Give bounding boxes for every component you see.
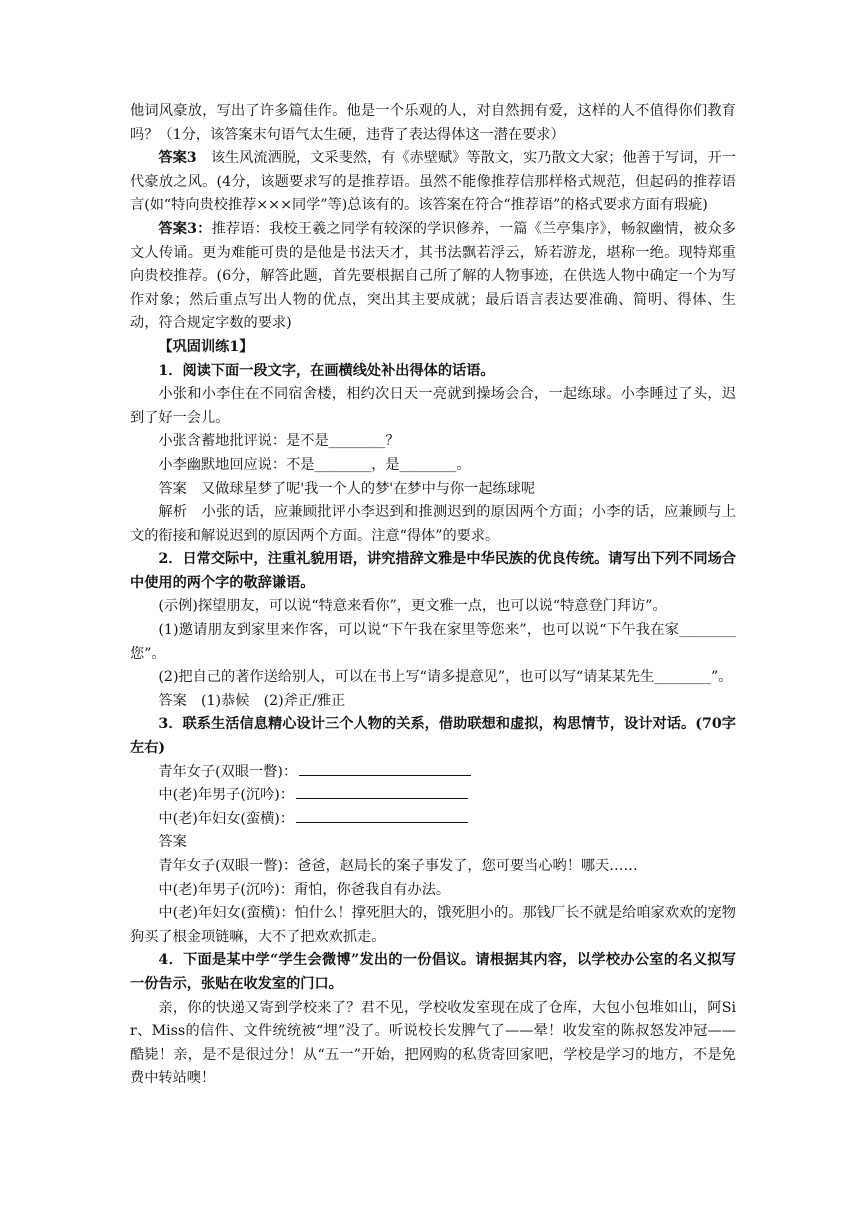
q3-blank3 <box>296 808 468 823</box>
q4-title: 4．下面是某中学“学生会微博”发出的一份倡议。请根据其内容，以学校办公室的名义拟写一份告示，张贴在收发室的门口。 <box>130 952 736 992</box>
q3-prompt1 <box>130 761 736 785</box>
answer3-second-text: 推荐语：我校王羲之同学有较深的学识修养，一篇《兰亭集序》，畅叙幽情，被众多文人传诵。更为难能可贵的是他是书法天才，其书法飘若浮云，矫若游龙，堪称一绝。现特郑重向贵校推荐。(6分，解答此题，首先要根据自己所了解的人物事迹，在供选人物中确定一个为写作对象；然后重点写出人物的优点，突出其主要成就；最后语言表达要准确、简明、得体、生动，符合规定字数的要求) <box>130 220 736 332</box>
q1-analysis: 解析 小张的话，应兼顾批评小李迟到和推测迟到的原因两个方面；小李的话，应兼顾与上文的衔接和解说迟到的原因两个方面。注意“得体”的要求。 <box>130 504 736 544</box>
q4-passage: 亲，你的快递又寄到学校来了？君不见，学校收发室现在成了仓库，大包小包堆如山，阿Sir、Miss的信件、文件统统被“埋”没了。听说校长发脾气了——晕！收发室的陈叔怒发冲冠——酷毙！亲，是不是很过分！从“五一”开始，把网购的私货寄回家吧，学校是学习的地方，不是免费中转站噢！ <box>130 999 736 1087</box>
q3-title: 3．联系生活信息精心设计三个人物的关系，借助联想和虚拟，构思情节，设计对话。(70字左右) <box>130 716 736 757</box>
q3-blank2 <box>296 784 468 799</box>
q1-line-li: 小李幽默地回应说：不是________，是________。 <box>158 456 471 473</box>
q3-answer-label: 答案 <box>158 834 187 851</box>
q3-prompt2-label: 中(老)年男子(沉吟)： <box>158 787 295 804</box>
q1-passage: 小张和小李住在不同宿舍楼，相约次日天一亮就到操场会合，一起练球。小李睡过了头，迟到了好一会儿。 <box>130 386 736 426</box>
section-title: 【巩固训练1】 <box>158 338 254 355</box>
q3-prompt1-label: 青年女子(双眼一瞥)： <box>158 763 298 780</box>
answer3-first-label: 答案3 <box>158 150 197 167</box>
q3-prompt3 <box>130 808 736 832</box>
answer3-second-label: 答案3： <box>158 220 212 237</box>
q3-ans2: 中(老)年男子(沉吟)：甭怕，你爸我自有办法。 <box>158 881 451 898</box>
q1-title: 1．阅读下面一段文字，在画横线处补出得体的话语。 <box>158 362 495 379</box>
q2-item1: (1)邀请朋友到家里来作客，可以说“下午我在家里等您来”，也可以说“下午我在家________您”。 <box>130 622 736 662</box>
intro-paragraph: 他词风豪放，写出了许多篇佳作。他是一个乐观的人，对自然拥有爱，这样的人不值得你们教育吗？（1分，该答案末句语气太生硬，违背了表达得体这一潜在要求） <box>130 103 736 143</box>
q1-answer: 答案 又做球星梦了呢'我一个人的梦'在梦中与你一起练球呢 <box>158 480 536 497</box>
q3-ans3: 中(老)年妇女(蛮横)：怕什么！撑死胆大的，饿死胆小的。那钱厂长不就是给咱家欢欢的宠物狗买了根金项链嘛，大不了把欢欢抓走。 <box>130 905 736 945</box>
q3-ans1: 青年女子(双眼一瞥)：爸爸，赵局长的案子事发了，您可要当心哟！哪天…… <box>158 858 638 874</box>
q3-blank1 <box>299 761 471 776</box>
answer3-second <box>130 218 736 336</box>
q3-prompt2 <box>130 784 736 808</box>
q2-answer: 答案 (1)恭候 (2)斧正/雅正 <box>158 692 346 709</box>
q2-example: (示例)探望朋友，可以说“特意来看你”，更文雅一点，也可以说“特意登门拜访”。 <box>158 598 667 615</box>
q2-item2: (2)把自己的著作送给别人，可以在书上写“请多提意见”，也可以写“请某某先生________”。 <box>158 669 733 686</box>
q3-prompt3-label: 中(老)年妇女(蛮横)： <box>158 810 295 827</box>
document-page <box>130 100 736 1091</box>
answer3-first-text: 该生风流洒脱，文采斐然，有《赤壁赋》等散文，实乃散文大家；他善于写词，开一代豪放之风。(4分，该题要求写的是推荐语。虽然不能像推荐信那样格式规范，但起码的推荐语言(如“特向贵校推荐×××同学”等)总该有的。该答案在符合“推荐语”的格式要求方面有瑕疵) <box>130 150 736 214</box>
q1-line-zhang: 小张含蓄地批评说：是不是________？ <box>158 433 400 450</box>
answer3-first <box>130 147 736 218</box>
q2-title: 2．日常交际中，注重礼貌用语，讲究措辞文雅是中华民族的优良传统。请写出下列不同场合中使用的两个字的敬辞谦语。 <box>130 551 736 591</box>
